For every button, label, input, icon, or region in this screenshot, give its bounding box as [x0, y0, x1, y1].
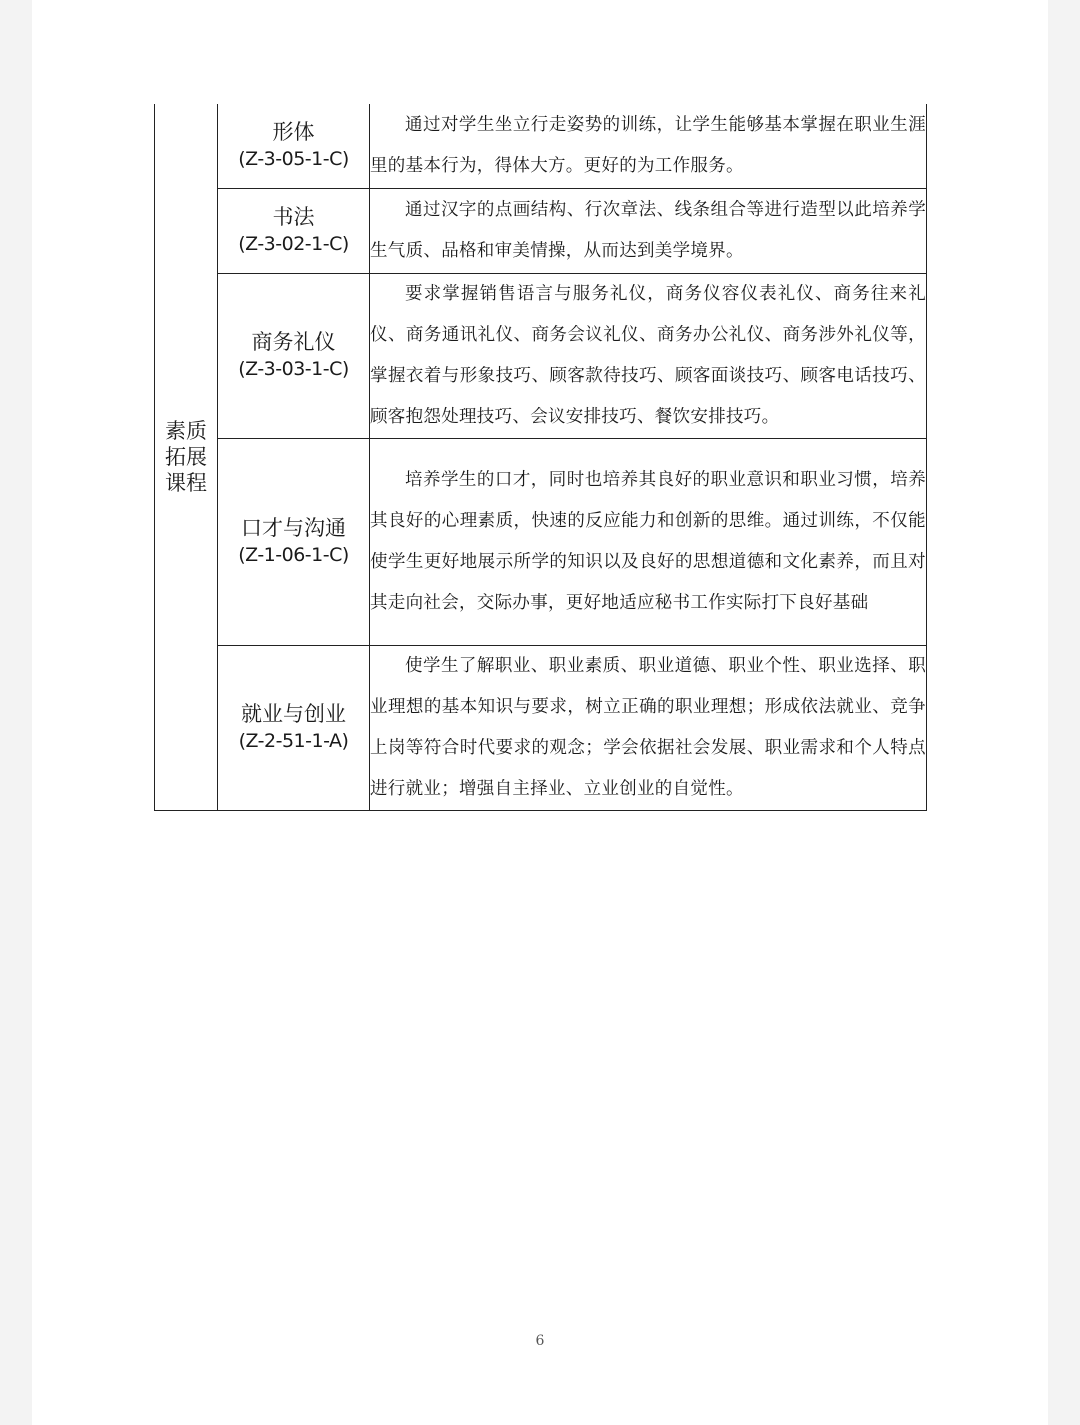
- course-code: (Z-3-05-1-C): [238, 147, 349, 170]
- category-label-line: 课程: [165, 470, 207, 495]
- course-name: 就业与创业: [241, 701, 346, 726]
- table-row: [155, 273, 927, 438]
- course-cell: [218, 188, 370, 273]
- table-row: [155, 645, 927, 810]
- table-row: [155, 104, 927, 188]
- category-label-line: 素质: [165, 418, 207, 443]
- course-description: 要求掌握销售语言与服务礼仪，商务仪容仪表礼仪、商务往来礼仪、商务通讯礼仪、商务会议礼仪、商务办公礼仪、商务涉外礼仪等，掌握衣着与形象技巧、顾客款待技巧、顾客面谈技巧、顾客电话技巧、顾客抱怨处理技巧、会议安排技巧、餐饮安排技巧。: [370, 273, 927, 438]
- course-code: (Z-1-06-1-C): [238, 543, 349, 566]
- course-name: 书法: [272, 204, 315, 229]
- course-code: (Z-3-02-1-C): [238, 232, 349, 255]
- course-description: 通过对学生坐立行走姿势的训练，让学生能够基本掌握在职业生涯里的基本行为，得体大方。更好的为工作服务。: [370, 104, 927, 188]
- page-number: 6: [535, 1333, 545, 1349]
- category-cell: [155, 104, 218, 810]
- course-code: (Z-2-51-1-A): [238, 729, 349, 752]
- course-cell: [218, 645, 370, 810]
- course-name: 形体: [272, 119, 315, 144]
- course-code: (Z-3-03-1-C): [238, 357, 349, 380]
- course-name: 商务礼仪: [251, 329, 336, 354]
- table-row: [155, 438, 927, 645]
- table-row: [155, 188, 927, 273]
- course-cell: [218, 104, 370, 188]
- category-label-line: 拓展: [165, 444, 207, 469]
- course-cell: [218, 273, 370, 438]
- course-name: 口才与沟通: [241, 515, 346, 540]
- course-table: [154, 104, 927, 811]
- course-description: 培养学生的口才，同时也培养其良好的职业意识和职业习惯，培养其良好的心理素质，快速的反应能力和创新的思维。通过训练，不仅能使学生更好地展示所学的知识以及良好的思想道德和文化素养，而且对其走向社会，交际办事，更好地适应秘书工作实际打下良好基础: [370, 438, 927, 645]
- course-description: 通过汉字的点画结构、行次章法、线条组合等进行造型以此培养学生气质、品格和审美情操，从而达到美学境界。: [370, 188, 927, 273]
- course-description: 使学生了解职业、职业素质、职业道德、职业个性、职业选择、职业理想的基本知识与要求，树立正确的职业理想；形成依法就业、竞争上岗等符合时代要求的观念；学会依据社会发展、职业需求和个人特点进行就业；增强自主择业、立业创业的自觉性。: [370, 645, 927, 810]
- course-cell: [218, 438, 370, 645]
